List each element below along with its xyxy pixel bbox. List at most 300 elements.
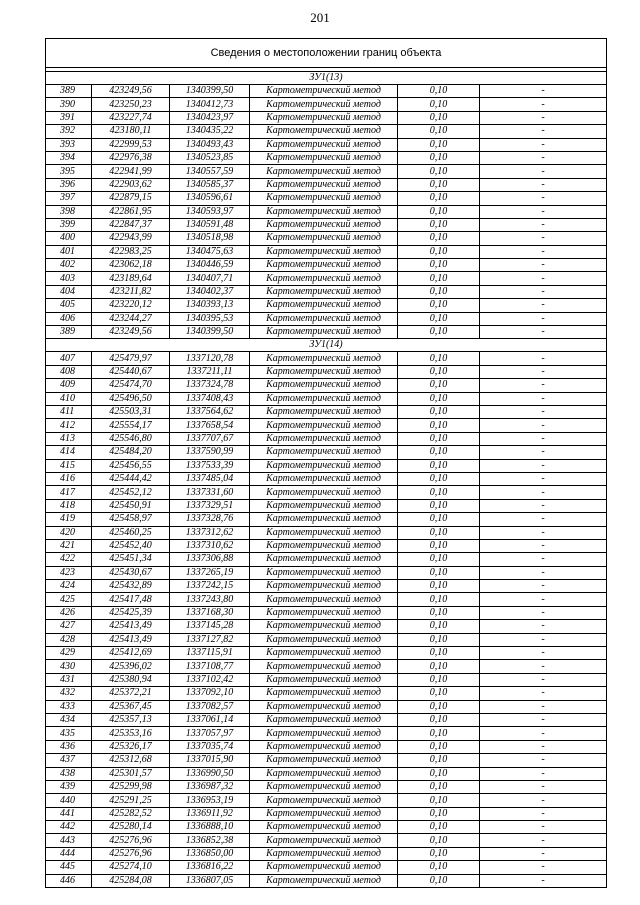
method-cell: Картометрический метод [250,178,398,191]
note-cell: - [480,232,607,245]
accuracy-cell: 0,10 [398,85,480,98]
group-header-row [46,339,607,352]
x-coordinate-cell: 423211,82 [92,285,170,298]
accuracy-cell: 0,10 [398,259,480,272]
x-coordinate-cell: 423249,56 [92,326,170,339]
method-cell: Картометрический метод [250,446,398,459]
y-coordinate-cell: 1337168,30 [170,606,250,619]
note-cell: - [480,285,607,298]
point-number-cell: 413 [46,432,92,445]
point-number-cell: 439 [46,780,92,793]
accuracy-cell: 0,10 [398,513,480,526]
note-cell: - [480,352,607,365]
accuracy-cell: 0,10 [398,352,480,365]
accuracy-cell: 0,10 [398,713,480,726]
table-row [46,432,607,445]
table-row [46,513,607,526]
method-cell: Картометрический метод [250,285,398,298]
method-cell: Картометрический метод [250,834,398,847]
point-number-cell: 418 [46,499,92,512]
y-coordinate-cell: 1340407,71 [170,272,250,285]
y-coordinate-cell: 1337328,76 [170,513,250,526]
note-cell: - [480,513,607,526]
method-cell: Картометрический метод [250,580,398,593]
accuracy-cell: 0,10 [398,405,480,418]
method-cell: Картометрический метод [250,620,398,633]
y-coordinate-cell: 1340557,59 [170,165,250,178]
table-row [46,405,607,418]
table-row [46,192,607,205]
accuracy-cell: 0,10 [398,205,480,218]
note-cell: - [480,165,607,178]
note-cell: - [480,446,607,459]
y-coordinate-cell: 1340446,59 [170,259,250,272]
note-cell: - [480,834,607,847]
table-row [46,365,607,378]
x-coordinate-cell: 425274,10 [92,861,170,874]
accuracy-cell: 0,10 [398,111,480,124]
method-cell: Картометрический метод [250,379,398,392]
table-row [46,740,607,753]
note-cell: - [480,365,607,378]
x-coordinate-cell: 425503,31 [92,405,170,418]
accuracy-cell: 0,10 [398,727,480,740]
note-cell: - [480,740,607,753]
table-row [46,807,607,820]
note-cell: - [480,539,607,552]
x-coordinate-cell: 425546,80 [92,432,170,445]
x-coordinate-cell: 425357,13 [92,713,170,726]
y-coordinate-cell: 1340393,13 [170,299,250,312]
x-coordinate-cell: 425353,16 [92,727,170,740]
x-coordinate-cell: 422943,99 [92,232,170,245]
accuracy-cell: 0,10 [398,218,480,231]
point-number-cell: 436 [46,740,92,753]
table-row [46,459,607,472]
note-cell: - [480,780,607,793]
point-number-cell: 417 [46,486,92,499]
note-cell: - [480,98,607,111]
note-cell: - [480,727,607,740]
table-row [46,98,607,111]
note-cell: - [480,432,607,445]
method-cell: Картометрический метод [250,647,398,660]
x-coordinate-cell: 423249,56 [92,85,170,98]
accuracy-cell: 0,10 [398,580,480,593]
y-coordinate-cell: 1337061,14 [170,713,250,726]
point-number-cell: 410 [46,392,92,405]
note-cell: - [480,861,607,874]
point-number-cell: 421 [46,539,92,552]
table-row [46,272,607,285]
point-number-cell: 425 [46,593,92,606]
table-row [46,606,607,619]
accuracy-cell: 0,10 [398,499,480,512]
accuracy-cell: 0,10 [398,392,480,405]
accuracy-cell: 0,10 [398,165,480,178]
method-cell: Картометрический метод [250,566,398,579]
accuracy-cell: 0,10 [398,326,480,339]
point-number-cell: 415 [46,459,92,472]
table-row [46,821,607,834]
point-number-cell: 442 [46,821,92,834]
table-row [46,874,607,887]
x-coordinate-cell: 423180,11 [92,125,170,138]
accuracy-cell: 0,10 [398,138,480,151]
table-row [46,392,607,405]
table-row [46,834,607,847]
y-coordinate-cell: 1337306,88 [170,553,250,566]
x-coordinate-cell: 425425,39 [92,606,170,619]
x-coordinate-cell: 425417,48 [92,593,170,606]
point-number-cell: 402 [46,259,92,272]
point-number-cell: 414 [46,446,92,459]
method-cell: Картометрический метод [250,687,398,700]
y-coordinate-cell: 1337082,57 [170,700,250,713]
accuracy-cell: 0,10 [398,151,480,164]
table-row [46,111,607,124]
x-coordinate-cell: 425312,68 [92,754,170,767]
table-row [46,446,607,459]
x-coordinate-cell: 425282,52 [92,807,170,820]
table-row [46,419,607,432]
table-row [46,794,607,807]
note-cell: - [480,218,607,231]
note-cell: - [480,472,607,485]
note-cell: - [480,526,607,539]
x-coordinate-cell: 425479,97 [92,352,170,365]
point-number-cell: 405 [46,299,92,312]
table-row [46,352,607,365]
y-coordinate-cell: 1340585,37 [170,178,250,191]
x-coordinate-cell: 422976,38 [92,151,170,164]
accuracy-cell: 0,10 [398,566,480,579]
table-row [46,673,607,686]
accuracy-cell: 0,10 [398,446,480,459]
point-number-cell: 434 [46,713,92,726]
y-coordinate-cell: 1337310,62 [170,539,250,552]
accuracy-cell: 0,10 [398,379,480,392]
method-cell: Картометрический метод [250,111,398,124]
y-coordinate-cell: 1337533,39 [170,459,250,472]
point-number-cell: 440 [46,794,92,807]
method-cell: Картометрический метод [250,754,398,767]
x-coordinate-cell: 422903,62 [92,178,170,191]
y-coordinate-cell: 1337127,82 [170,633,250,646]
method-cell: Картометрический метод [250,218,398,231]
accuracy-cell: 0,10 [398,526,480,539]
point-number-cell: 395 [46,165,92,178]
point-number-cell: 389 [46,85,92,98]
boundary-coordinates-table [45,38,607,888]
note-cell: - [480,299,607,312]
y-coordinate-cell: 1336911,92 [170,807,250,820]
x-coordinate-cell: 423227,74 [92,111,170,124]
note-cell: - [480,647,607,660]
table-row [46,566,607,579]
table-row [46,285,607,298]
x-coordinate-cell: 425554,17 [92,419,170,432]
x-coordinate-cell: 425284,08 [92,874,170,887]
table-row [46,580,607,593]
x-coordinate-cell: 425280,14 [92,821,170,834]
accuracy-cell: 0,10 [398,647,480,660]
method-cell: Картометрический метод [250,821,398,834]
table-row [46,553,607,566]
table-row [46,526,607,539]
point-number-cell: 444 [46,847,92,860]
x-coordinate-cell: 425456,55 [92,459,170,472]
note-cell: - [480,874,607,887]
y-coordinate-cell: 1337015,90 [170,754,250,767]
x-coordinate-cell: 425413,49 [92,633,170,646]
note-cell: - [480,700,607,713]
point-number-cell: 393 [46,138,92,151]
y-coordinate-cell: 1340435,22 [170,125,250,138]
y-coordinate-cell: 1336850,00 [170,847,250,860]
method-cell: Картометрический метод [250,794,398,807]
y-coordinate-cell: 1337115,91 [170,647,250,660]
method-cell: Картометрический метод [250,432,398,445]
table-row [46,539,607,552]
note-cell: - [480,633,607,646]
table-row [46,259,607,272]
accuracy-cell: 0,10 [398,821,480,834]
method-cell: Картометрический метод [250,499,398,512]
method-cell: Картометрический метод [250,713,398,726]
method-cell: Картометрический метод [250,700,398,713]
note-cell: - [480,499,607,512]
table-title: Сведения о местоположении границ объекта [46,39,607,68]
y-coordinate-cell: 1336987,32 [170,780,250,793]
x-coordinate-cell: 425413,49 [92,620,170,633]
point-number-cell: 427 [46,620,92,633]
accuracy-cell: 0,10 [398,874,480,887]
point-number-cell: 443 [46,834,92,847]
y-coordinate-cell: 1336953,19 [170,794,250,807]
table-row [46,218,607,231]
y-coordinate-cell: 1336807,05 [170,874,250,887]
method-cell: Картометрический метод [250,861,398,874]
x-coordinate-cell: 425452,12 [92,486,170,499]
y-coordinate-cell: 1337035,74 [170,740,250,753]
table-row [46,847,607,860]
y-coordinate-cell: 1340399,50 [170,85,250,98]
table-row [46,165,607,178]
y-coordinate-cell: 1337242,15 [170,580,250,593]
accuracy-cell: 0,10 [398,245,480,258]
y-coordinate-cell: 1340475,63 [170,245,250,258]
x-coordinate-cell: 425430,67 [92,566,170,579]
x-coordinate-cell: 425460,25 [92,526,170,539]
y-coordinate-cell: 1337120,78 [170,352,250,365]
note-cell: - [480,687,607,700]
accuracy-cell: 0,10 [398,606,480,619]
x-coordinate-cell: 423189,64 [92,272,170,285]
table-row [46,861,607,874]
method-cell: Картометрический метод [250,874,398,887]
note-cell: - [480,245,607,258]
y-coordinate-cell: 1337312,62 [170,526,250,539]
accuracy-cell: 0,10 [398,125,480,138]
point-number-cell: 412 [46,419,92,432]
table-row [46,754,607,767]
accuracy-cell: 0,10 [398,312,480,325]
note-cell: - [480,259,607,272]
accuracy-cell: 0,10 [398,98,480,111]
x-coordinate-cell: 425458,97 [92,513,170,526]
x-coordinate-cell: 423244,27 [92,312,170,325]
x-coordinate-cell: 425291,25 [92,794,170,807]
note-cell: - [480,178,607,191]
method-cell: Картометрический метод [250,245,398,258]
note-cell: - [480,660,607,673]
y-coordinate-cell: 1336816,22 [170,861,250,874]
y-coordinate-cell: 1340395,53 [170,312,250,325]
x-coordinate-cell: 422861,95 [92,205,170,218]
method-cell: Картометрический метод [250,352,398,365]
note-cell: - [480,807,607,820]
table-row [46,472,607,485]
x-coordinate-cell: 425474,70 [92,379,170,392]
x-coordinate-cell: 425496,50 [92,392,170,405]
method-cell: Картометрический метод [250,486,398,499]
table-row [46,767,607,780]
table-row [46,232,607,245]
table-row [46,687,607,700]
y-coordinate-cell: 1336888,10 [170,821,250,834]
y-coordinate-cell: 1340596,61 [170,192,250,205]
note-cell: - [480,419,607,432]
table-row [46,780,607,793]
y-coordinate-cell: 1337057,97 [170,727,250,740]
table-row [46,379,607,392]
x-coordinate-cell: 425484,20 [92,446,170,459]
y-coordinate-cell: 1336852,38 [170,834,250,847]
table-row [46,326,607,339]
x-coordinate-cell: 423220,12 [92,299,170,312]
note-cell: - [480,85,607,98]
x-coordinate-cell: 425450,91 [92,499,170,512]
y-coordinate-cell: 1340412,73 [170,98,250,111]
table-row [46,647,607,660]
x-coordinate-cell: 422879,15 [92,192,170,205]
point-number-cell: 424 [46,580,92,593]
y-coordinate-cell: 1336990,50 [170,767,250,780]
accuracy-cell: 0,10 [398,740,480,753]
point-number-cell: 389 [46,326,92,339]
method-cell: Картометрический метод [250,780,398,793]
point-number-cell: 422 [46,553,92,566]
accuracy-cell: 0,10 [398,794,480,807]
point-number-cell: 409 [46,379,92,392]
x-coordinate-cell: 425367,45 [92,700,170,713]
method-cell: Картометрический метод [250,165,398,178]
accuracy-cell: 0,10 [398,299,480,312]
method-cell: Картометрический метод [250,259,398,272]
note-cell: - [480,486,607,499]
method-cell: Картометрический метод [250,606,398,619]
accuracy-cell: 0,10 [398,593,480,606]
note-cell: - [480,606,607,619]
y-coordinate-cell: 1340591,48 [170,218,250,231]
y-coordinate-cell: 1340423,97 [170,111,250,124]
y-coordinate-cell: 1337324,78 [170,379,250,392]
point-number-cell: 394 [46,151,92,164]
note-cell: - [480,151,607,164]
method-cell: Картометрический метод [250,138,398,151]
method-cell: Картометрический метод [250,312,398,325]
point-number-cell: 400 [46,232,92,245]
accuracy-cell: 0,10 [398,687,480,700]
accuracy-cell: 0,10 [398,432,480,445]
accuracy-cell: 0,10 [398,660,480,673]
method-cell: Картометрический метод [250,459,398,472]
x-coordinate-cell: 425276,96 [92,847,170,860]
note-cell: - [480,405,607,418]
method-cell: Картометрический метод [250,192,398,205]
point-number-cell: 399 [46,218,92,231]
method-cell: Картометрический метод [250,593,398,606]
table-row [46,125,607,138]
point-number-cell: 433 [46,700,92,713]
note-cell: - [480,713,607,726]
y-coordinate-cell: 1337485,04 [170,472,250,485]
group-label: ЗУ1(13) [46,72,607,85]
note-cell: - [480,459,607,472]
point-number-cell: 397 [46,192,92,205]
accuracy-cell: 0,10 [398,419,480,432]
accuracy-cell: 0,10 [398,780,480,793]
method-cell: Картометрический метод [250,232,398,245]
method-cell: Картометрический метод [250,526,398,539]
accuracy-cell: 0,10 [398,459,480,472]
note-cell: - [480,767,607,780]
table-row [46,245,607,258]
x-coordinate-cell: 425432,89 [92,580,170,593]
x-coordinate-cell: 422847,37 [92,218,170,231]
y-coordinate-cell: 1340518,98 [170,232,250,245]
y-coordinate-cell: 1340399,50 [170,326,250,339]
x-coordinate-cell: 425451,34 [92,553,170,566]
point-number-cell: 392 [46,125,92,138]
method-cell: Картометрический метод [250,419,398,432]
accuracy-cell: 0,10 [398,285,480,298]
x-coordinate-cell: 422999,53 [92,138,170,151]
accuracy-cell: 0,10 [398,767,480,780]
method-cell: Картометрический метод [250,365,398,378]
x-coordinate-cell: 425276,96 [92,834,170,847]
accuracy-cell: 0,10 [398,861,480,874]
note-cell: - [480,312,607,325]
table-row [46,138,607,151]
point-number-cell: 428 [46,633,92,646]
note-cell: - [480,794,607,807]
accuracy-cell: 0,10 [398,847,480,860]
accuracy-cell: 0,10 [398,192,480,205]
accuracy-cell: 0,10 [398,620,480,633]
y-coordinate-cell: 1340402,37 [170,285,250,298]
method-cell: Картометрический метод [250,633,398,646]
note-cell: - [480,192,607,205]
method-cell: Картометрический метод [250,272,398,285]
note-cell: - [480,580,607,593]
accuracy-cell: 0,10 [398,539,480,552]
method-cell: Картометрический метод [250,125,398,138]
y-coordinate-cell: 1337108,77 [170,660,250,673]
method-cell: Картометрический метод [250,513,398,526]
y-coordinate-cell: 1337145,28 [170,620,250,633]
